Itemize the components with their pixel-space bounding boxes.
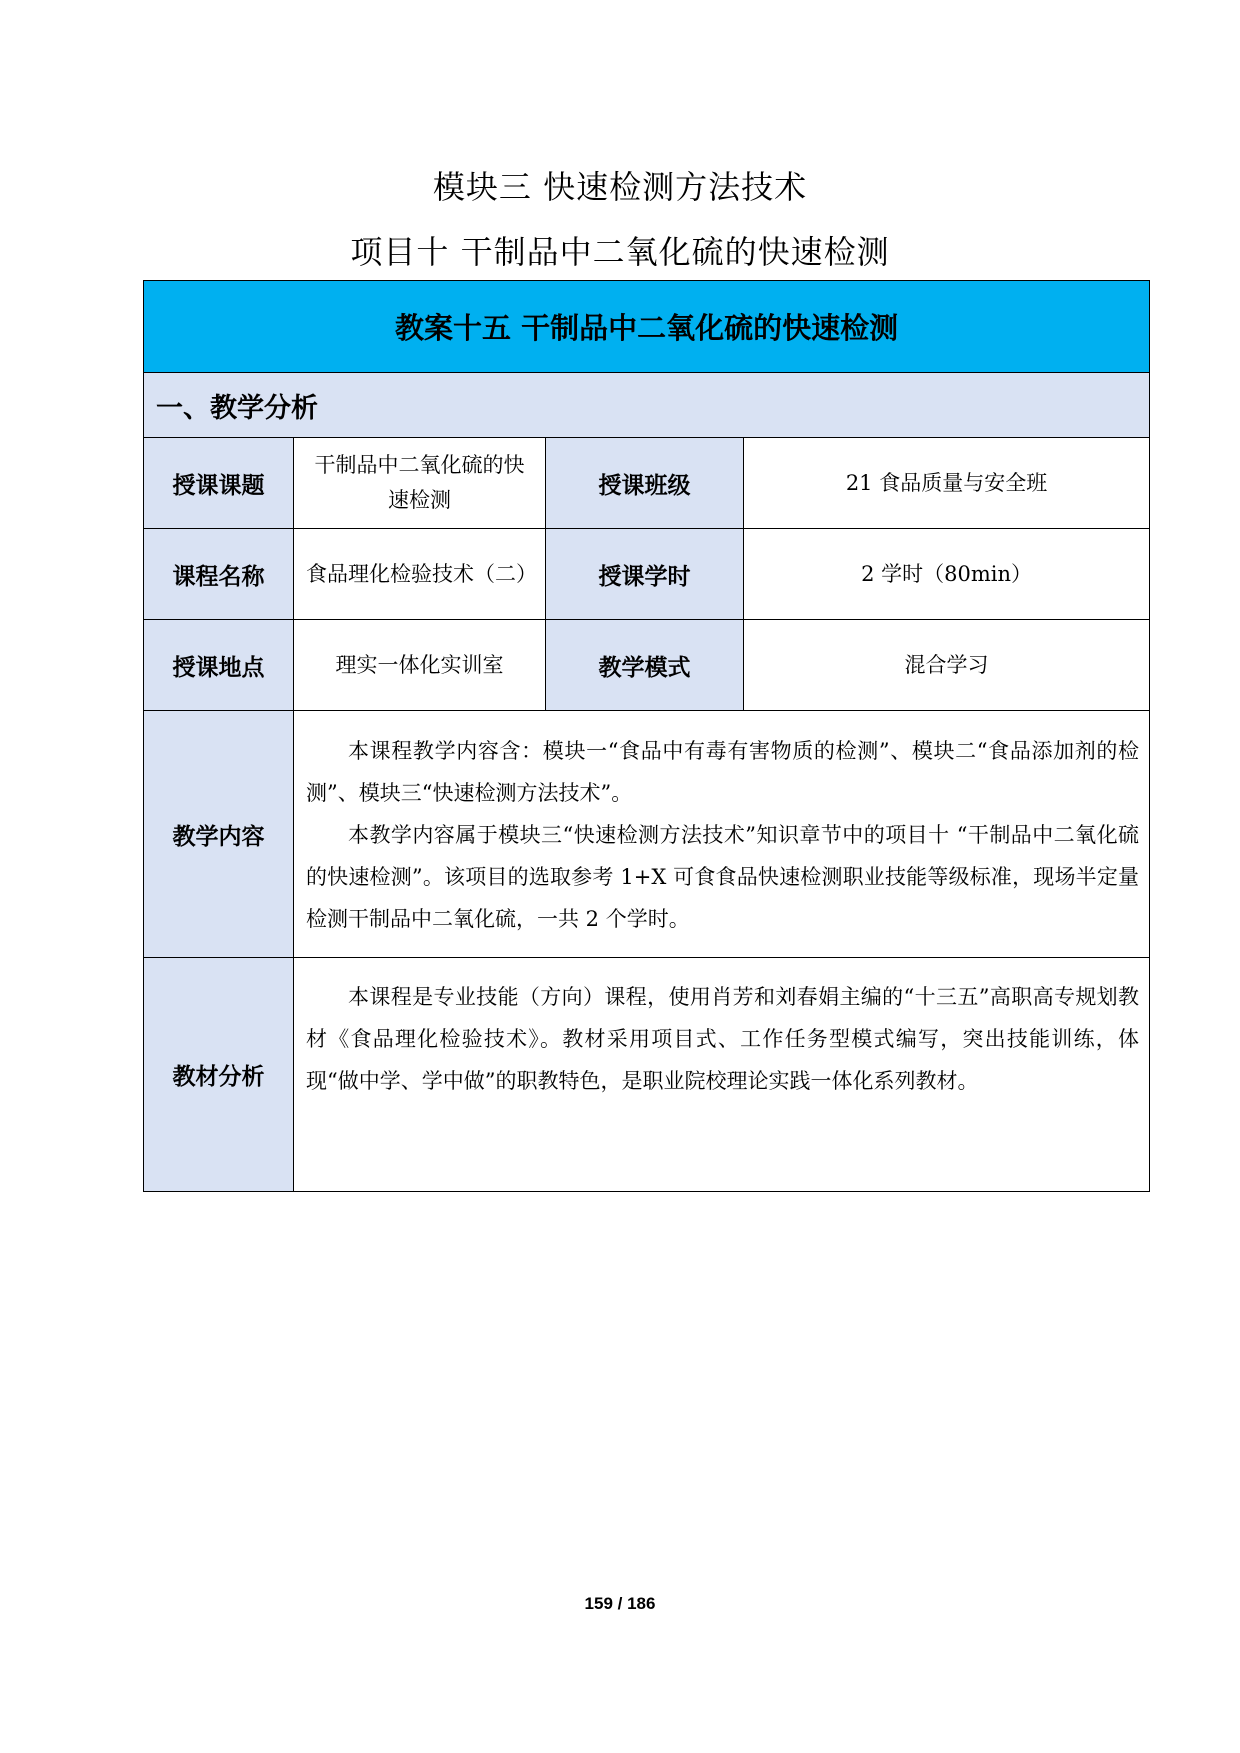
table-row xyxy=(144,620,1150,711)
topic-value: 干制品中二氧化硫的快速检测 xyxy=(294,438,546,529)
location-label: 授课地点 xyxy=(144,620,294,711)
class-label: 授课班级 xyxy=(546,438,744,529)
location-value: 理实一体化实训室 xyxy=(294,620,546,711)
table-row xyxy=(144,529,1150,620)
course-label: 课程名称 xyxy=(144,529,294,620)
mode-value: 混合学习 xyxy=(744,620,1150,711)
textbook-paragraph: 本课程是专业技能（方向）课程，使用肖芳和刘春娟主编的“十三五”高职高专规划教材《食品理化检验技术》。教材采用项目式、工作任务型模式编写，突出技能训练，体现“做中学、学中做”的职教特色，是职业院校理论实践一体化系列教材。 xyxy=(306,985,1140,1093)
content-paragraph-1: 本课程教学内容含：模块一“食品中有毒有害物质的检测”、模块二“食品添加剂的检测”、模块三“快速检测方法技术”。 xyxy=(306,739,1140,805)
hours-value: 2 学时（80min） xyxy=(744,529,1150,620)
content-text xyxy=(294,711,1150,958)
class-value: 21 食品质量与安全班 xyxy=(744,438,1150,529)
content-label: 教学内容 xyxy=(144,711,294,958)
lesson-plan-table xyxy=(143,280,1150,1192)
module-title: 模块三 快速检测方法技术 xyxy=(432,168,808,206)
section-heading: 一、教学分析 xyxy=(144,373,1150,438)
hours-label: 授课学时 xyxy=(546,529,744,620)
textbook-text xyxy=(294,958,1150,1192)
table-row xyxy=(144,958,1150,1192)
table-row xyxy=(144,711,1150,958)
page-number: 159 / 186 xyxy=(584,1594,656,1613)
lesson-banner: 教案十五 干制品中二氧化硫的快速检测 xyxy=(144,281,1150,373)
mode-label: 教学模式 xyxy=(546,620,744,711)
topic-label: 授课课题 xyxy=(144,438,294,529)
project-title: 项目十 干制品中二氧化硫的快速检测 xyxy=(350,233,890,271)
content-paragraph-2: 本教学内容属于模块三“快速检测方法技术”知识章节中的项目十 “干制品中二氧化硫的快速检测”。该项目的选取参考 1+X 可食食品快速检测职业技能等级标准，现场半定量检测干制品中二氧化硫，一共 2 个学时。 xyxy=(306,823,1140,931)
table-row xyxy=(144,438,1150,529)
course-value: 食品理化检验技术（二） xyxy=(294,529,546,620)
textbook-label: 教材分析 xyxy=(144,958,294,1192)
